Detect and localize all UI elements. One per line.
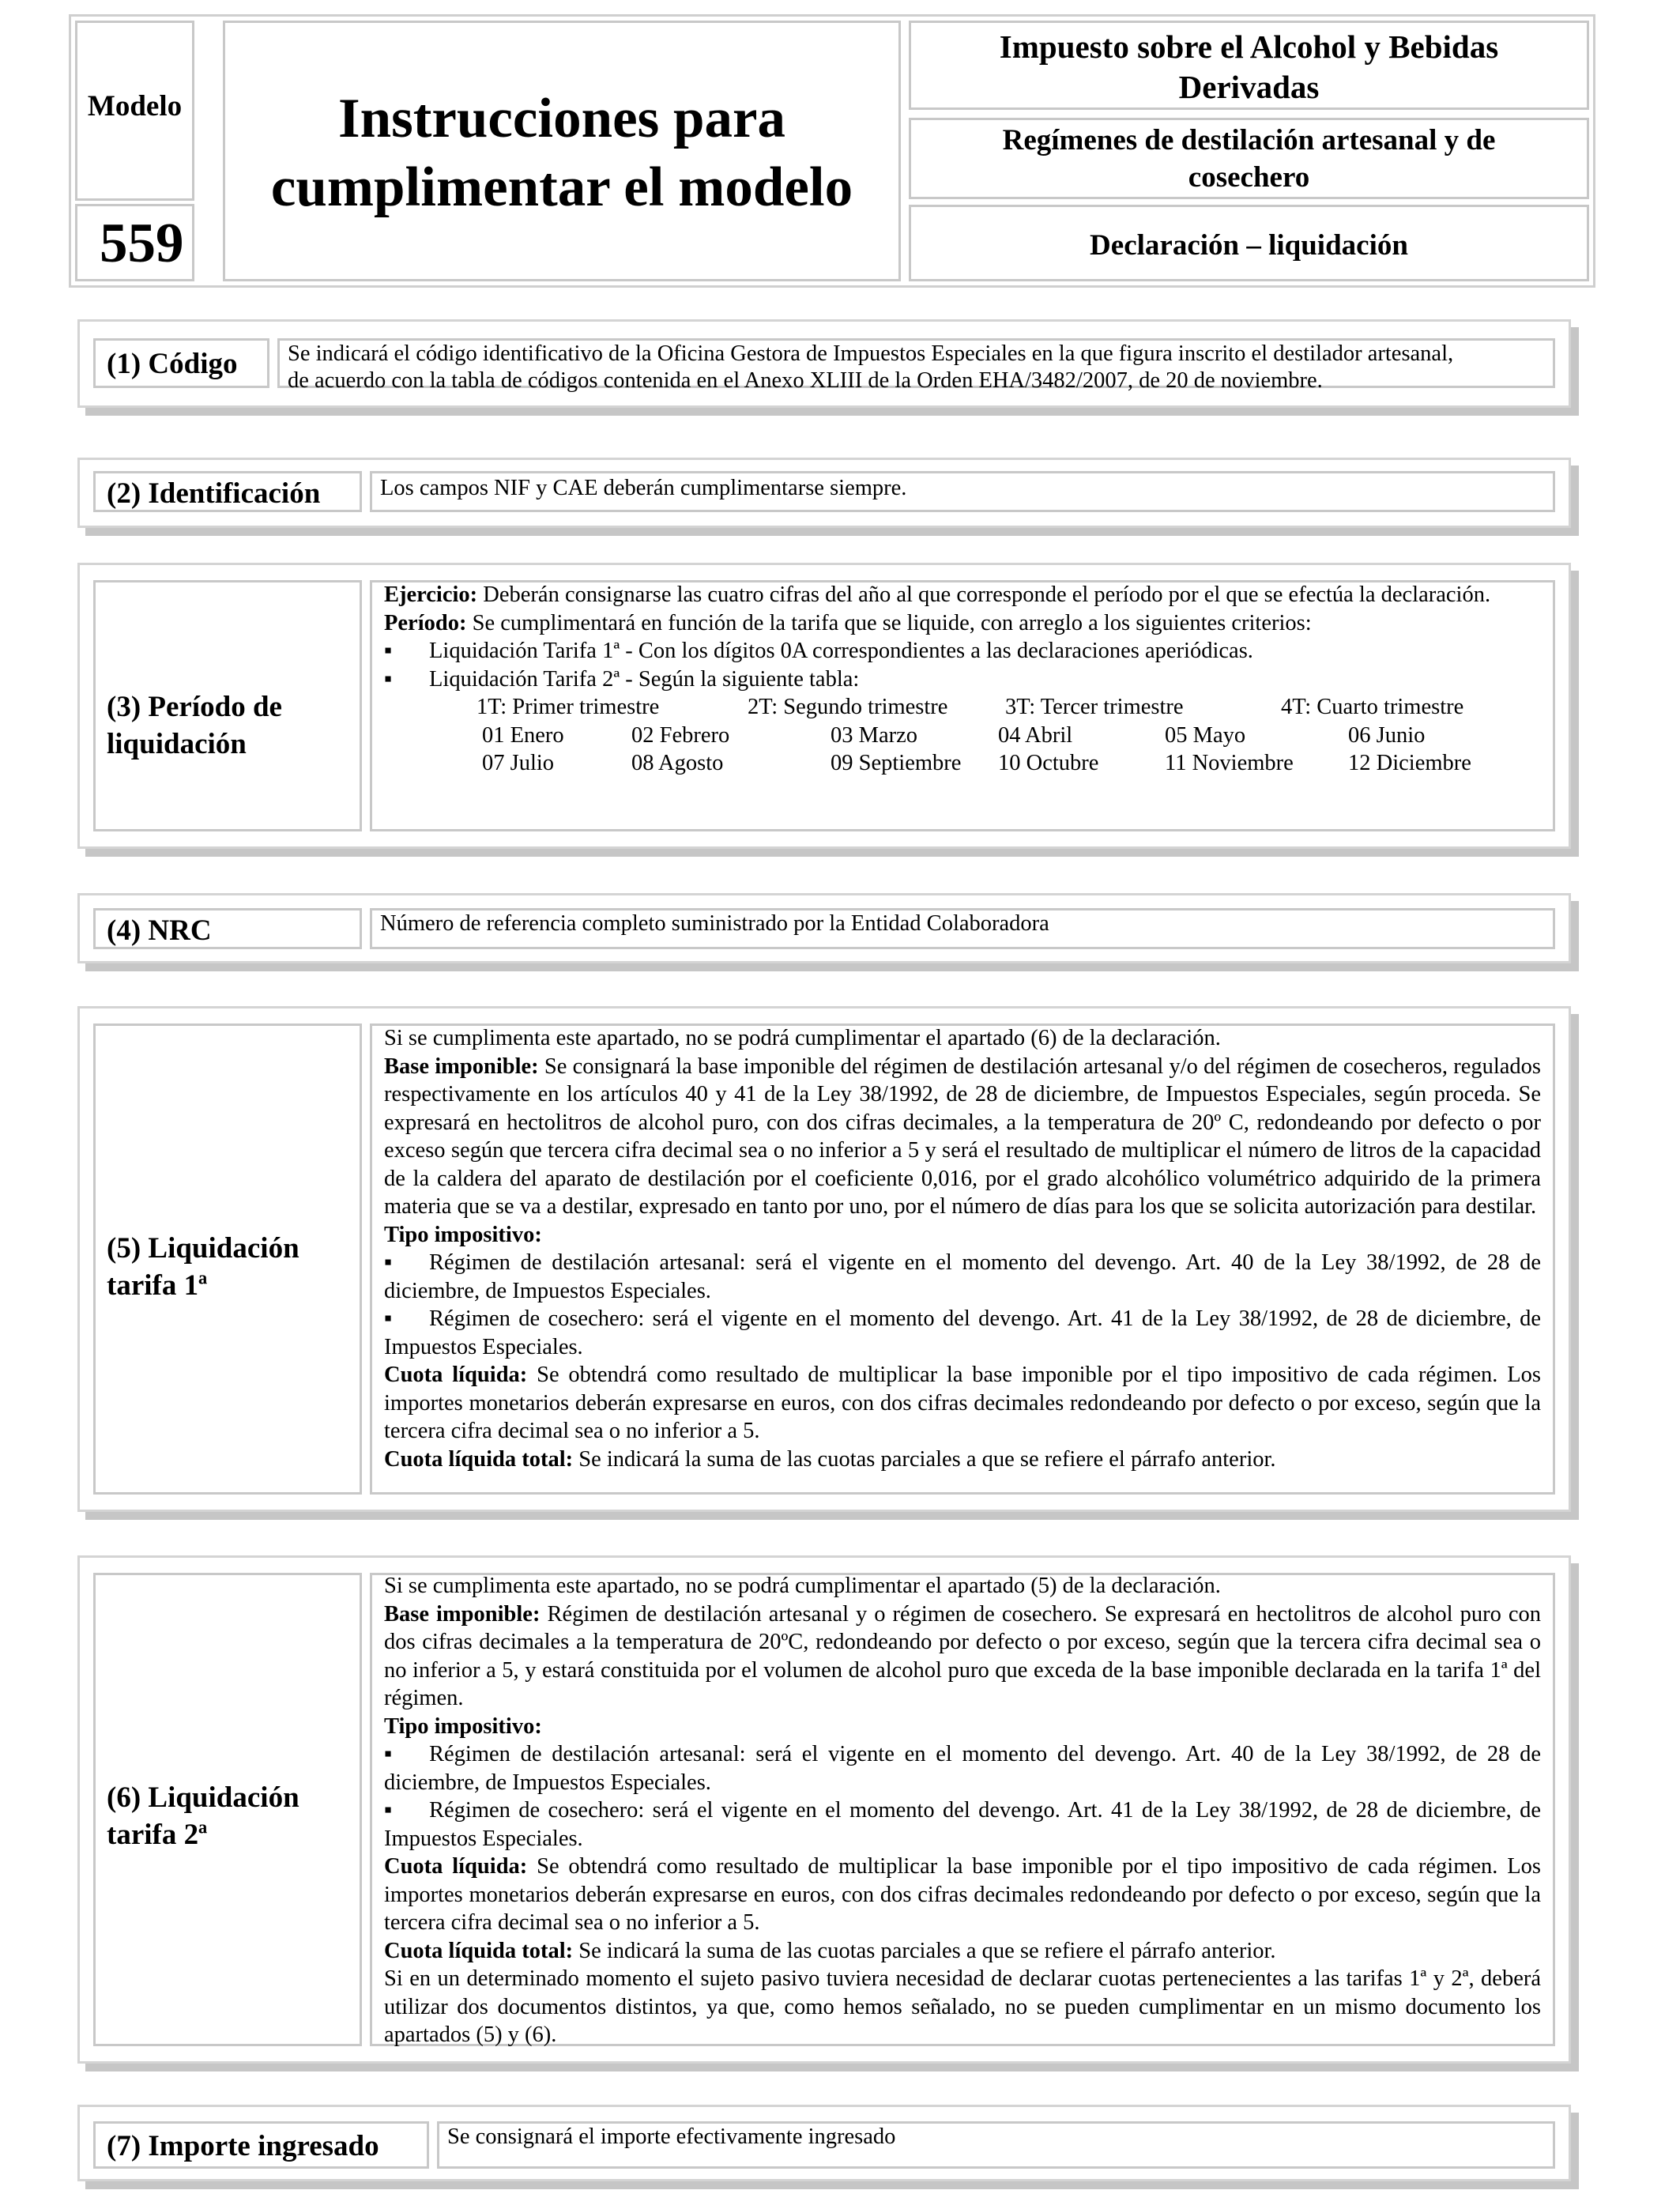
section-2-identificacion (77, 458, 1571, 528)
page-title-line2: cumplimentar el modelo (270, 156, 853, 218)
bullet-icon: ▪ (384, 666, 393, 692)
section-1-line2: de acuerdo con la tabla de códigos contenida en el Anexo XLIII de la Orden EHA/3482/2007, de 20 de noviembre. (288, 368, 1323, 393)
section-7-text: Se consignará el importe efectivamente ingresado (447, 2124, 896, 2149)
modelo-label-cell (75, 21, 194, 201)
periodo-bullet-1 (384, 637, 1541, 665)
section-2-text-cell (370, 471, 1555, 512)
month-item: 10 Octubre (998, 751, 1099, 775)
section-6-text-cell (370, 1573, 1555, 2046)
quarters-row (384, 693, 1541, 722)
modelo-number: 559 (100, 213, 184, 274)
periodo-text: Se cumplimentará en función de la tarifa que se liquide, con arreglo a los siguientes criterios: (466, 610, 1312, 635)
section-7-label-cell (93, 2121, 429, 2169)
doc-type-cell (909, 205, 1589, 281)
quarter-item: 3T: Tercer trimestre (1005, 695, 1184, 719)
section-3-label (107, 688, 282, 763)
tipo-bullet-1 (384, 1740, 1541, 1796)
section-1-line1: Se indicará el código identificativo de la Oficina Gestora de Impuestos Especiales en la que figura inscrito el destilador artesanal, (288, 341, 1454, 366)
tipo-impositivo-label: Tipo impositivo: (384, 1222, 542, 1247)
ejercicio-text: Deberán consignarse las cuatro cifras del año al que corresponde el período por el que se efectúa la declaración. (477, 582, 1491, 607)
section-5-label-cell (93, 1023, 362, 1495)
periodo-bullet-2-text: Liquidación Tarifa 2ª - Según la siguiente tabla: (429, 666, 860, 692)
section-6-label (107, 1779, 299, 1853)
base-imponible-label: Base imponible: (384, 1054, 539, 1079)
section-4-label-cell (93, 908, 362, 949)
cuota-total-label: Cuota líquida total: (384, 1446, 574, 1472)
cuota-total-paragraph (384, 1446, 1541, 1474)
section-2-text: Los campos NIF y CAE deberán cumplimentarse siempre. (380, 476, 907, 500)
section-6-label-line2: tarifa 2ª (107, 1819, 208, 1851)
bullet-icon: ▪ (384, 639, 393, 663)
section-4-label: (4) NRC (107, 914, 212, 947)
section-6-tarifa-2 (77, 1555, 1571, 2064)
section-3-label-cell (93, 580, 362, 831)
cuota-total-text: Se indicará la suma de las cuotas parciales a que se refiere el párrafo anterior. (573, 1446, 1276, 1472)
month-item: 09 Septiembre (831, 751, 962, 775)
month-item: 05 Mayo (1165, 722, 1246, 748)
tipo-bullet-2 (384, 1796, 1541, 1853)
quarter-item: 1T: Primer trimestre (477, 695, 660, 719)
section-5-label-line2: tarifa 1ª (107, 1269, 208, 1302)
page-title-line1: Instrucciones para (337, 88, 786, 149)
section-1-label-cell (93, 338, 269, 388)
section-1-text-cell (277, 338, 1555, 393)
section-5-text-cell (370, 1023, 1555, 1495)
quarter-item: 2T: Segundo trimestre (748, 695, 948, 719)
month-item: 06 Junio (1348, 722, 1426, 748)
section-7-text-cell (437, 2121, 1555, 2169)
month-item: 11 Noviembre (1165, 751, 1294, 775)
tipo-impositivo-label: Tipo impositivo: (384, 1713, 542, 1739)
quarter-item: 4T: Cuarto trimestre (1281, 695, 1464, 719)
section-7-importe (77, 2105, 1571, 2181)
base-imponible-text: Se consignará la base imponible del régimen de destilación artesanal y/o del régimen de cosecheros, regulados respectivamente en los artículos 40 y 41 de la Ley 38/1992, de 28 de diciembre, de Impuestos Especiales, según proceda. Se expresará en hectolitros de alcohol puro, con dos cifras decimales, a la temperatura de 20º C, redondeando por defecto o por exceso según que tercera cifra decimal sea o no inferior a 5 y será el resultado de multiplicar el número de litros de la capacidad de la caldera del aparato de destilación por el coeficiente 0,016, por el grado alcohólico volumétrico adquirido de la primera materia que se va a destilar, expresado en tanto por uno, por el número de días para los que se solicita autorización para destilar. (384, 1054, 1542, 1219)
section-3-text-cell (370, 580, 1555, 831)
month-item: 04 Abril (998, 722, 1073, 748)
section-6-label-line1: (6) Liquidación (107, 1781, 299, 1814)
cuota-liquida-label: Cuota líquida: (384, 1854, 528, 1879)
bullet-icon: ▪ (384, 1742, 393, 1766)
ejercicio-label: Ejercicio: (384, 582, 478, 607)
page-title (225, 85, 898, 222)
section-3-periodo (77, 563, 1571, 849)
bullet-icon: ▪ (384, 1306, 393, 1331)
cuota-liquida-paragraph (384, 1361, 1541, 1446)
section-5-tarifa-1 (77, 1006, 1571, 1512)
month-item: 07 Julio (482, 751, 555, 775)
month-item: 01 Enero (482, 722, 564, 748)
regimes-cell (909, 118, 1589, 199)
modelo-label: Modelo (87, 90, 183, 123)
section-5-body (384, 1024, 1541, 1473)
section-5-label-line1: (5) Liquidación (107, 1232, 299, 1265)
section-5-label (107, 1230, 299, 1304)
periodo-label: Período: (384, 610, 467, 635)
cuota-liquida-text: Se obtendrá como resultado de multiplicar la base imponible por el tipo impositivo de cada régimen. Los importes monetarios deberán expresarse en euros, con dos cifras decimales redondeando por defecto o por exceso, según que la tercera cifra decimal sea o no inferior a 5. (384, 1854, 1541, 1935)
base-imponible-text: Régimen de destilación artesanal y o régimen de cosechero. Se expresará en hectolitros de alcohol puro con dos cifras decimales a la temperatura de 20ºC, redondeando por defecto o por exceso, según que la tercera cifra decimal sea o no inferior a 5, y estará constituida por el volumen de alcohol puro que exceda de la base imponible declarada en la tarifa 1ª del régimen. (384, 1601, 1541, 1710)
doc-type: Declaración – liquidación (1090, 229, 1408, 262)
section-4-text: Número de referencia completo suministrado por la Entidad Colaboradora (380, 911, 1049, 936)
month-item: 08 Agosto (631, 751, 724, 775)
cuota-liquida-paragraph (384, 1853, 1541, 1937)
months-row-2 (384, 749, 1541, 778)
section-5-intro: Si se cumplimenta este apartado, no se podrá cumplimentar el apartado (6) de la declaración. (384, 1026, 1221, 1050)
cuota-total-label: Cuota líquida total: (384, 1938, 574, 1963)
section-6-note: Si en un determinado momento el sujeto pasivo tuviera necesidad de declarar cuotas pertenecientes a las tarifas 1ª y 2ª, deberá utilizar dos documentos distintos, ya que, como hemos señalado, no se pueden cumplimentar en un mismo documento los apartados (5) y (6). (384, 1966, 1541, 2047)
section-6-body (384, 1572, 1541, 2049)
title-cell (223, 21, 901, 281)
periodo-bullet-1-text: Liquidación Tarifa 1ª - Con los dígitos 0A correspondientes a las declaraciones aperiódicas. (429, 639, 1253, 663)
section-4-nrc (77, 893, 1571, 963)
bullet-icon: ▪ (384, 1250, 393, 1275)
tipo-bullet-1 (384, 1249, 1541, 1305)
tipo-bullet-1-text: Régimen de destilación artesanal: será el vigente en el momento del devengo. Art. 40 de la Ley 38/1992, de 28 de diciembre, de Impuestos Especiales. (384, 1250, 1541, 1303)
ejercicio-paragraph (384, 581, 1541, 609)
section-2-label-cell (93, 471, 362, 512)
section-1-codigo (77, 319, 1571, 408)
section-2-label: (2) Identificación (107, 477, 321, 510)
section-4-text-cell (370, 908, 1555, 949)
months-row-1 (384, 722, 1541, 750)
section-3-label-line2: liquidación (107, 728, 247, 760)
cuota-total-text: Se indicará la suma de las cuotas parciales a que se refiere el párrafo anterior. (573, 1938, 1276, 1963)
section-6-intro: Si se cumplimenta este apartado, no se podrá cumplimentar el apartado (5) de la declaración. (384, 1574, 1221, 1598)
periodo-bullet-2 (384, 665, 1541, 694)
base-imponible-paragraph (384, 1053, 1541, 1221)
section-1-label: (1) Código (107, 348, 238, 380)
section-3-label-line1: (3) Período de (107, 691, 282, 723)
month-item: 02 Febrero (631, 722, 730, 748)
base-imponible-paragraph (384, 1600, 1541, 1713)
section-3-body (384, 581, 1541, 778)
month-item: 12 Diciembre (1348, 751, 1471, 775)
tipo-bullet-2-text: Régimen de cosechero: será el vigente en el momento del devengo. Art. 41 de la Ley 38/1992, de 28 de diciembre, de Impuestos Especiales. (384, 1306, 1541, 1359)
cuota-liquida-label: Cuota líquida: (384, 1363, 528, 1387)
section-7-label: (7) Importe ingresado (107, 2130, 379, 2162)
month-item: 03 Marzo (831, 722, 918, 748)
tax-name: Impuesto sobre el Alcohol y Bebidas Derivadas (999, 28, 1499, 105)
base-imponible-label: Base imponible: (384, 1601, 541, 1627)
section-6-label-cell (93, 1573, 362, 2046)
regimes: Regímenes de destilación artesanal y de cosechero (1002, 124, 1496, 194)
cuota-total-paragraph (384, 1937, 1541, 1966)
tipo-bullet-2-text: Régimen de cosechero: será el vigente en el momento del devengo. Art. 41 de la Ley 38/1992, de 28 de diciembre, de Impuestos Especiales. (384, 1798, 1541, 1851)
tipo-bullet-1-text: Régimen de destilación artesanal: será el vigente en el momento del devengo. Art. 40 de la Ley 38/1992, de 28 de diciembre, de Impuestos Especiales. (384, 1742, 1541, 1795)
periodo-paragraph (384, 609, 1541, 638)
bullet-icon: ▪ (384, 1798, 393, 1823)
tax-name-cell (909, 21, 1589, 110)
modelo-number-cell (75, 204, 194, 281)
tipo-bullet-2 (384, 1305, 1541, 1361)
cuota-liquida-text: Se obtendrá como resultado de multiplicar la base imponible por el tipo impositivo de cada régimen. Los importes monetarios deberán expresarse en euros, con dos cifras decimales redondeando por defecto o por exceso, según que la tercera cifra decimal sea o no inferior a 5. (384, 1363, 1541, 1443)
